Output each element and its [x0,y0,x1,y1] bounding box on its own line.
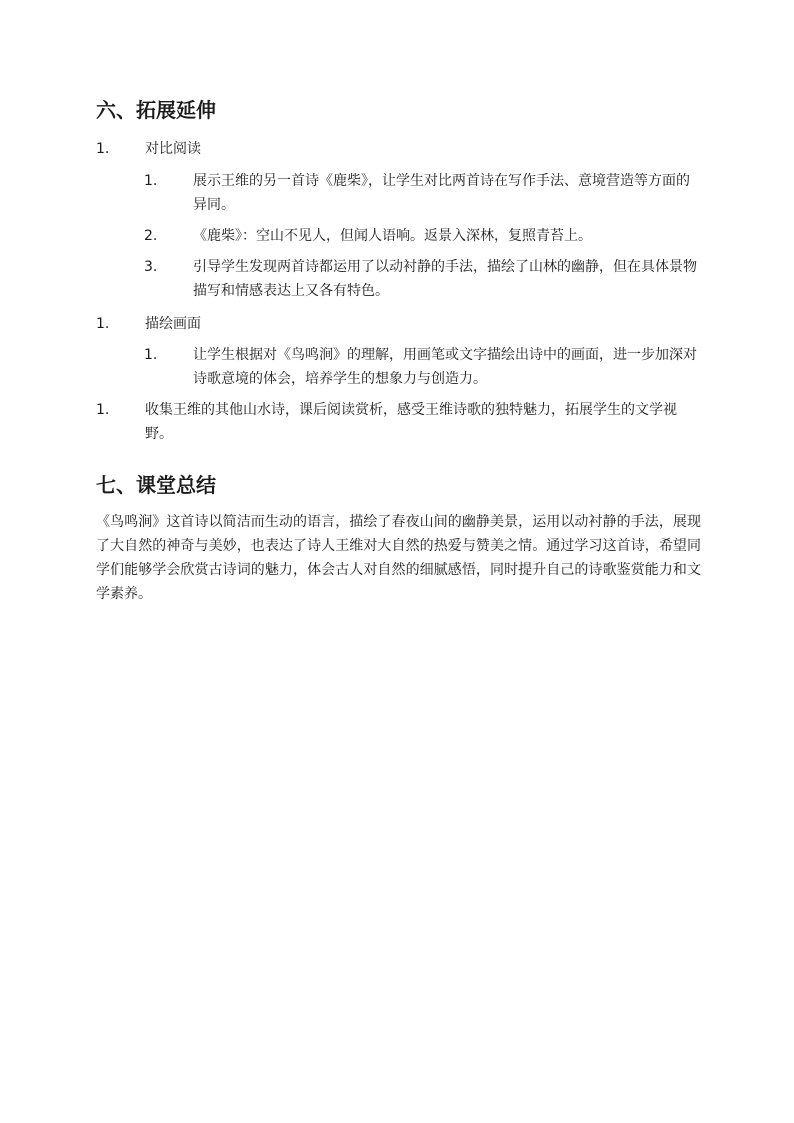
list-item-text: 《鹿柴》：空山不见人，但闻人语响。返景入深林，复照青苔上。 [193,228,592,244]
summary-paragraph: 《鸟鸣涧》这首诗以简洁而生动的语言，描绘了春夜山间的幽静美景，运用以动衬静的手法，展现了大自然的神奇与美妙，也表达了诗人王维对大自然的热爱与赞美之情。通过学习这首诗，希望同学们能够学会欣赏古诗词的魅力，体会古人对自然的细腻感悟，同时提升自己的诗歌鉴赏能力和文学素养。 [96,514,701,602]
list-number: 3. [144,259,158,275]
section-7-heading: 七、课堂总结 [96,473,216,497]
list-item-text: 对比阅读 [145,141,201,157]
list-item-text: 展示王维的另一首诗《鹿柴》，让学生对比两首诗在写作手法、意境营造等方面的异同。 [193,173,690,213]
list-number: 2. [144,228,158,244]
sub-list-item [144,224,701,248]
sub-list-item [144,169,701,217]
list-item-text: 引导学生发现两首诗都运用了以动衬静的手法，描绘了山林的幽静，但在具体景物描写和情感表达上又各有特色。 [193,259,697,299]
list-item-text: 收集王维的其他山水诗，课后阅读赏析，感受王维诗歌的独特魅力，拓展学生的文学视野。 [145,402,677,442]
list-number: 1. [96,141,110,157]
list-number: 1. [144,347,158,363]
list-item [96,312,701,336]
sub-list-item [144,343,701,391]
list-number: 1. [96,316,110,332]
section-6-heading: 六、拓展延伸 [96,98,216,122]
list-item [96,137,701,161]
list-number: 1. [144,173,158,189]
list-item-text: 描绘画面 [145,316,201,332]
sub-list-item [144,255,701,303]
list-item-text: 让学生根据对《鸟鸣涧》的理解，用画笔或文字描绘出诗中的画面，进一步加深对诗歌意境的体会，培养学生的想象力与创造力。 [193,347,697,387]
list-item [96,398,701,446]
list-number: 1. [96,402,110,418]
